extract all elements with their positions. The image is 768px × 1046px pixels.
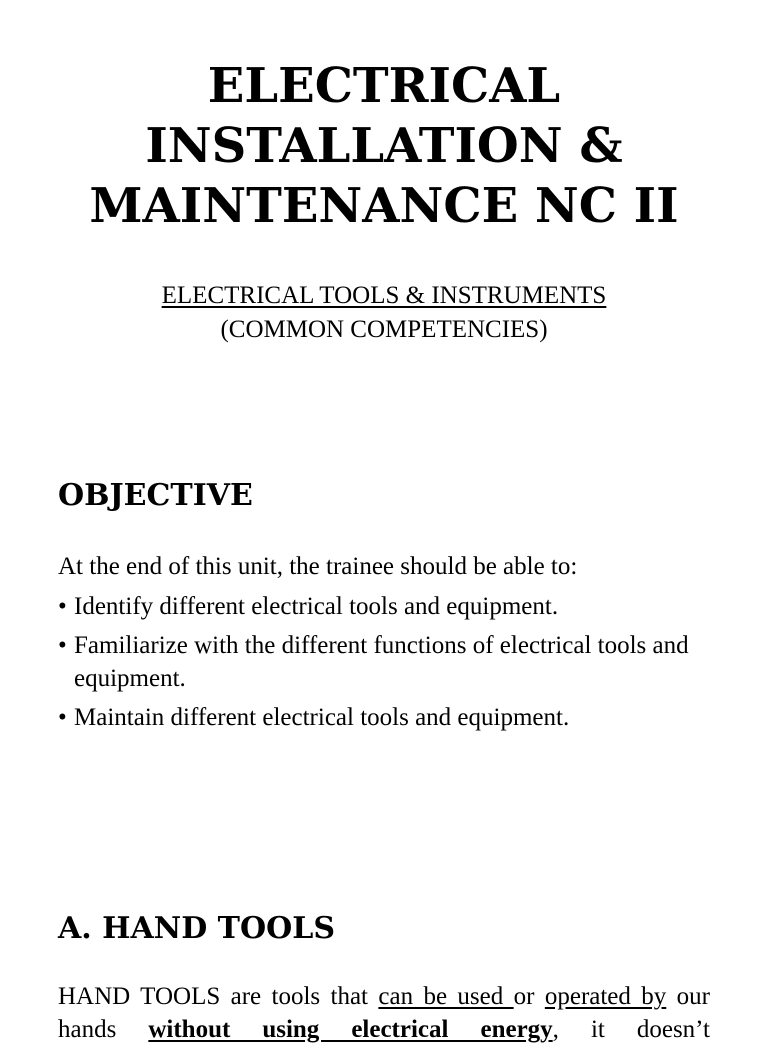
- title-line-3: MAINTENANCE NC II: [89, 178, 679, 234]
- list-item-text: Identify different electrical tools and equipment.: [74, 593, 559, 620]
- objective-heading: OBJECTIVE: [58, 478, 253, 513]
- document-title: [0, 56, 768, 236]
- para-text-end: , it doesn’t: [552, 1016, 710, 1043]
- para-underline-2: operated by: [544, 983, 667, 1010]
- hand-tools-heading: A. HAND TOOLS: [58, 911, 336, 946]
- list-item: [58, 701, 728, 734]
- title-line-1: ELECTRICAL: [207, 58, 561, 114]
- bullet-icon: •: [58, 632, 67, 659]
- document-subtitle: [0, 279, 768, 347]
- hand-tools-paragraph: [58, 980, 710, 1046]
- bullet-icon: •: [58, 704, 67, 731]
- title-line-2: INSTALLATION &: [145, 118, 623, 174]
- para-underline-1: can be used: [378, 983, 514, 1010]
- bullet-icon: •: [58, 593, 67, 620]
- para-bold: without using electrical energy: [148, 1016, 553, 1043]
- objective-list: [58, 590, 728, 740]
- subtitle-line-1: ELECTRICAL TOOLS & INSTRUMENTS: [161, 282, 607, 309]
- list-item: [58, 629, 728, 695]
- para-text-mid: or: [513, 983, 545, 1010]
- list-item-text: Maintain different electrical tools and equipment.: [74, 704, 570, 731]
- list-item-text: Familiarize with the different functions of electrical tools and equipment.: [74, 632, 689, 692]
- list-item: [58, 590, 728, 623]
- objective-intro: At the end of this unit, the trainee should be able to:: [58, 553, 578, 580]
- para-text: HAND TOOLS are tools that: [58, 983, 379, 1010]
- para-text-line2: our hands: [58, 983, 710, 1043]
- subtitle-line-2: (COMMON COMPETENCIES): [220, 316, 548, 343]
